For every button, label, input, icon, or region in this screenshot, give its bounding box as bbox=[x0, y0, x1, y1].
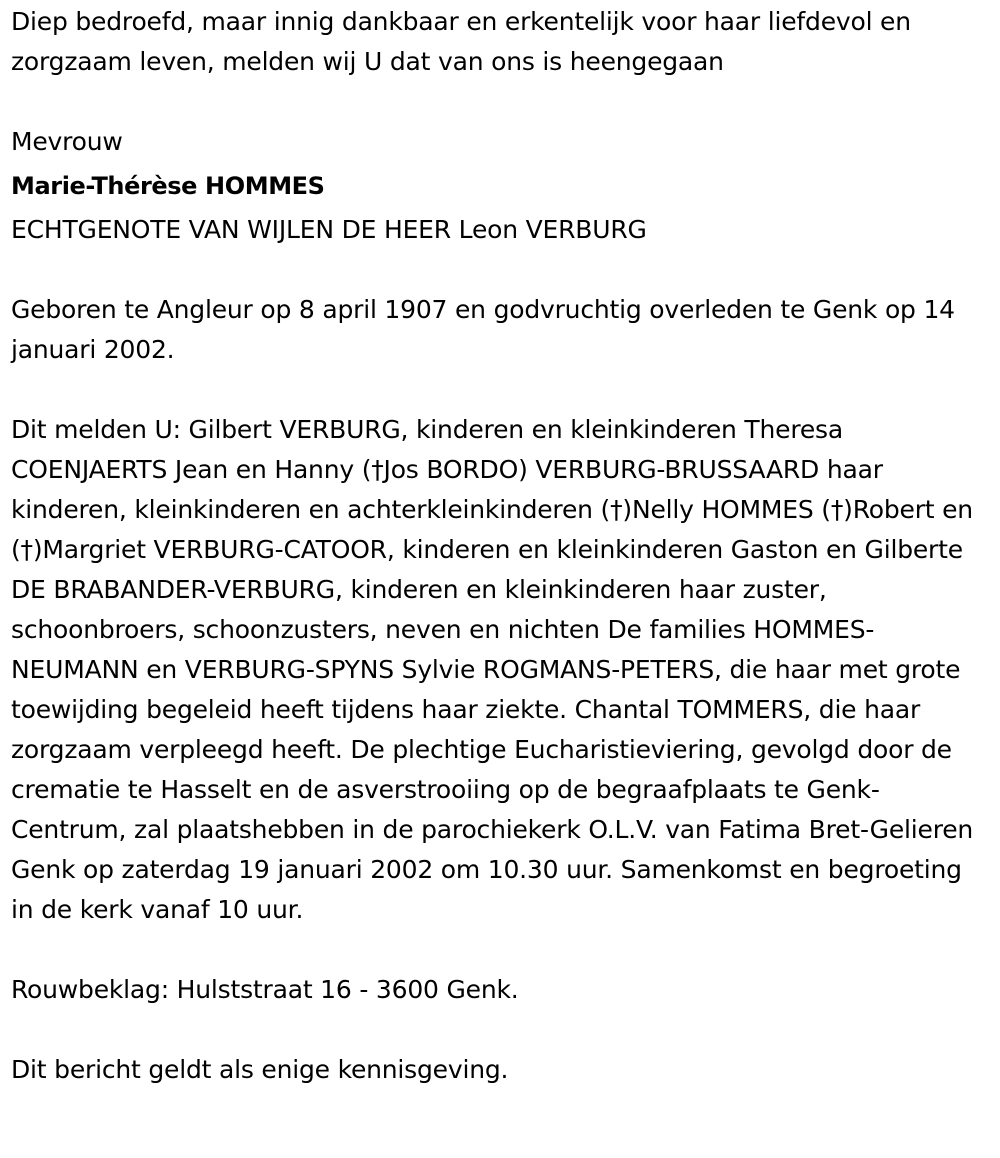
salutation: Mevrouw bbox=[11, 127, 123, 156]
deceased-name: Marie-Thérèse HOMMES bbox=[11, 172, 325, 200]
death-notice bbox=[11, 2, 989, 1090]
spacer bbox=[11, 1010, 989, 1050]
spacer bbox=[11, 82, 989, 122]
birth-death-paragraph: Geboren te Angleur op 8 april 1907 en godvruchtig overleden te Genk op 14 januari 2002. bbox=[11, 295, 955, 364]
spacer bbox=[11, 930, 989, 970]
spacer bbox=[11, 370, 989, 410]
closing-line: Dit bericht geldt als enige kennisgeving. bbox=[11, 1055, 509, 1084]
spacer bbox=[11, 250, 989, 290]
intro-paragraph: Diep bedroefd, maar innig dankbaar en erkentelijk voor haar liefdevol en zorgzaam leven, melden wij U dat van ons is heengegaan bbox=[11, 7, 911, 76]
condolences-address: Rouwbeklag: Hulststraat 16 - 3600 Genk. bbox=[11, 975, 519, 1004]
family-service-paragraph: Dit melden U: Gilbert VERBURG, kinderen en kleinkinderen Theresa COENJAERTS Jean en Hanny (†Jos BORDO) VERBURG-BRUSSAARD haar kinderen, kleinkinderen en achterkleinkinderen (†)Nelly HOMMES (†)Robert en (†)Margriet VERBURG-CATOOR, kinderen en kleinkinderen Gaston en Gilberte DE BRABANDER-VERBURG, kinderen en kleinkinderen haar zuster, schoonbroers, schoonzusters, neven en nichten De families HOMMES-NEUMANN en VERBURG-SPYNS Sylvie ROGMANS-PETERS, die haar met grote toewijding begeleid heeft tijdens haar ziekte. Chantal TOMMERS, die haar zorgzaam verpleegd heeft. De plechtige Eucharistieviering, gevolgd door de crematie te Hasselt en de asverstrooiing op de begraafplaats te Genk-Centrum, zal plaatshebben in de parochiekerk O.L.V. van Fatima Bret-Gelieren Genk op zaterdag 19 januari 2002 om 10.30 uur. Samenkomst en begroeting in de kerk vanaf 10 uur. bbox=[11, 415, 974, 924]
spouse-line: ECHTGENOTE VAN WIJLEN DE HEER Leon VERBURG bbox=[11, 215, 647, 244]
